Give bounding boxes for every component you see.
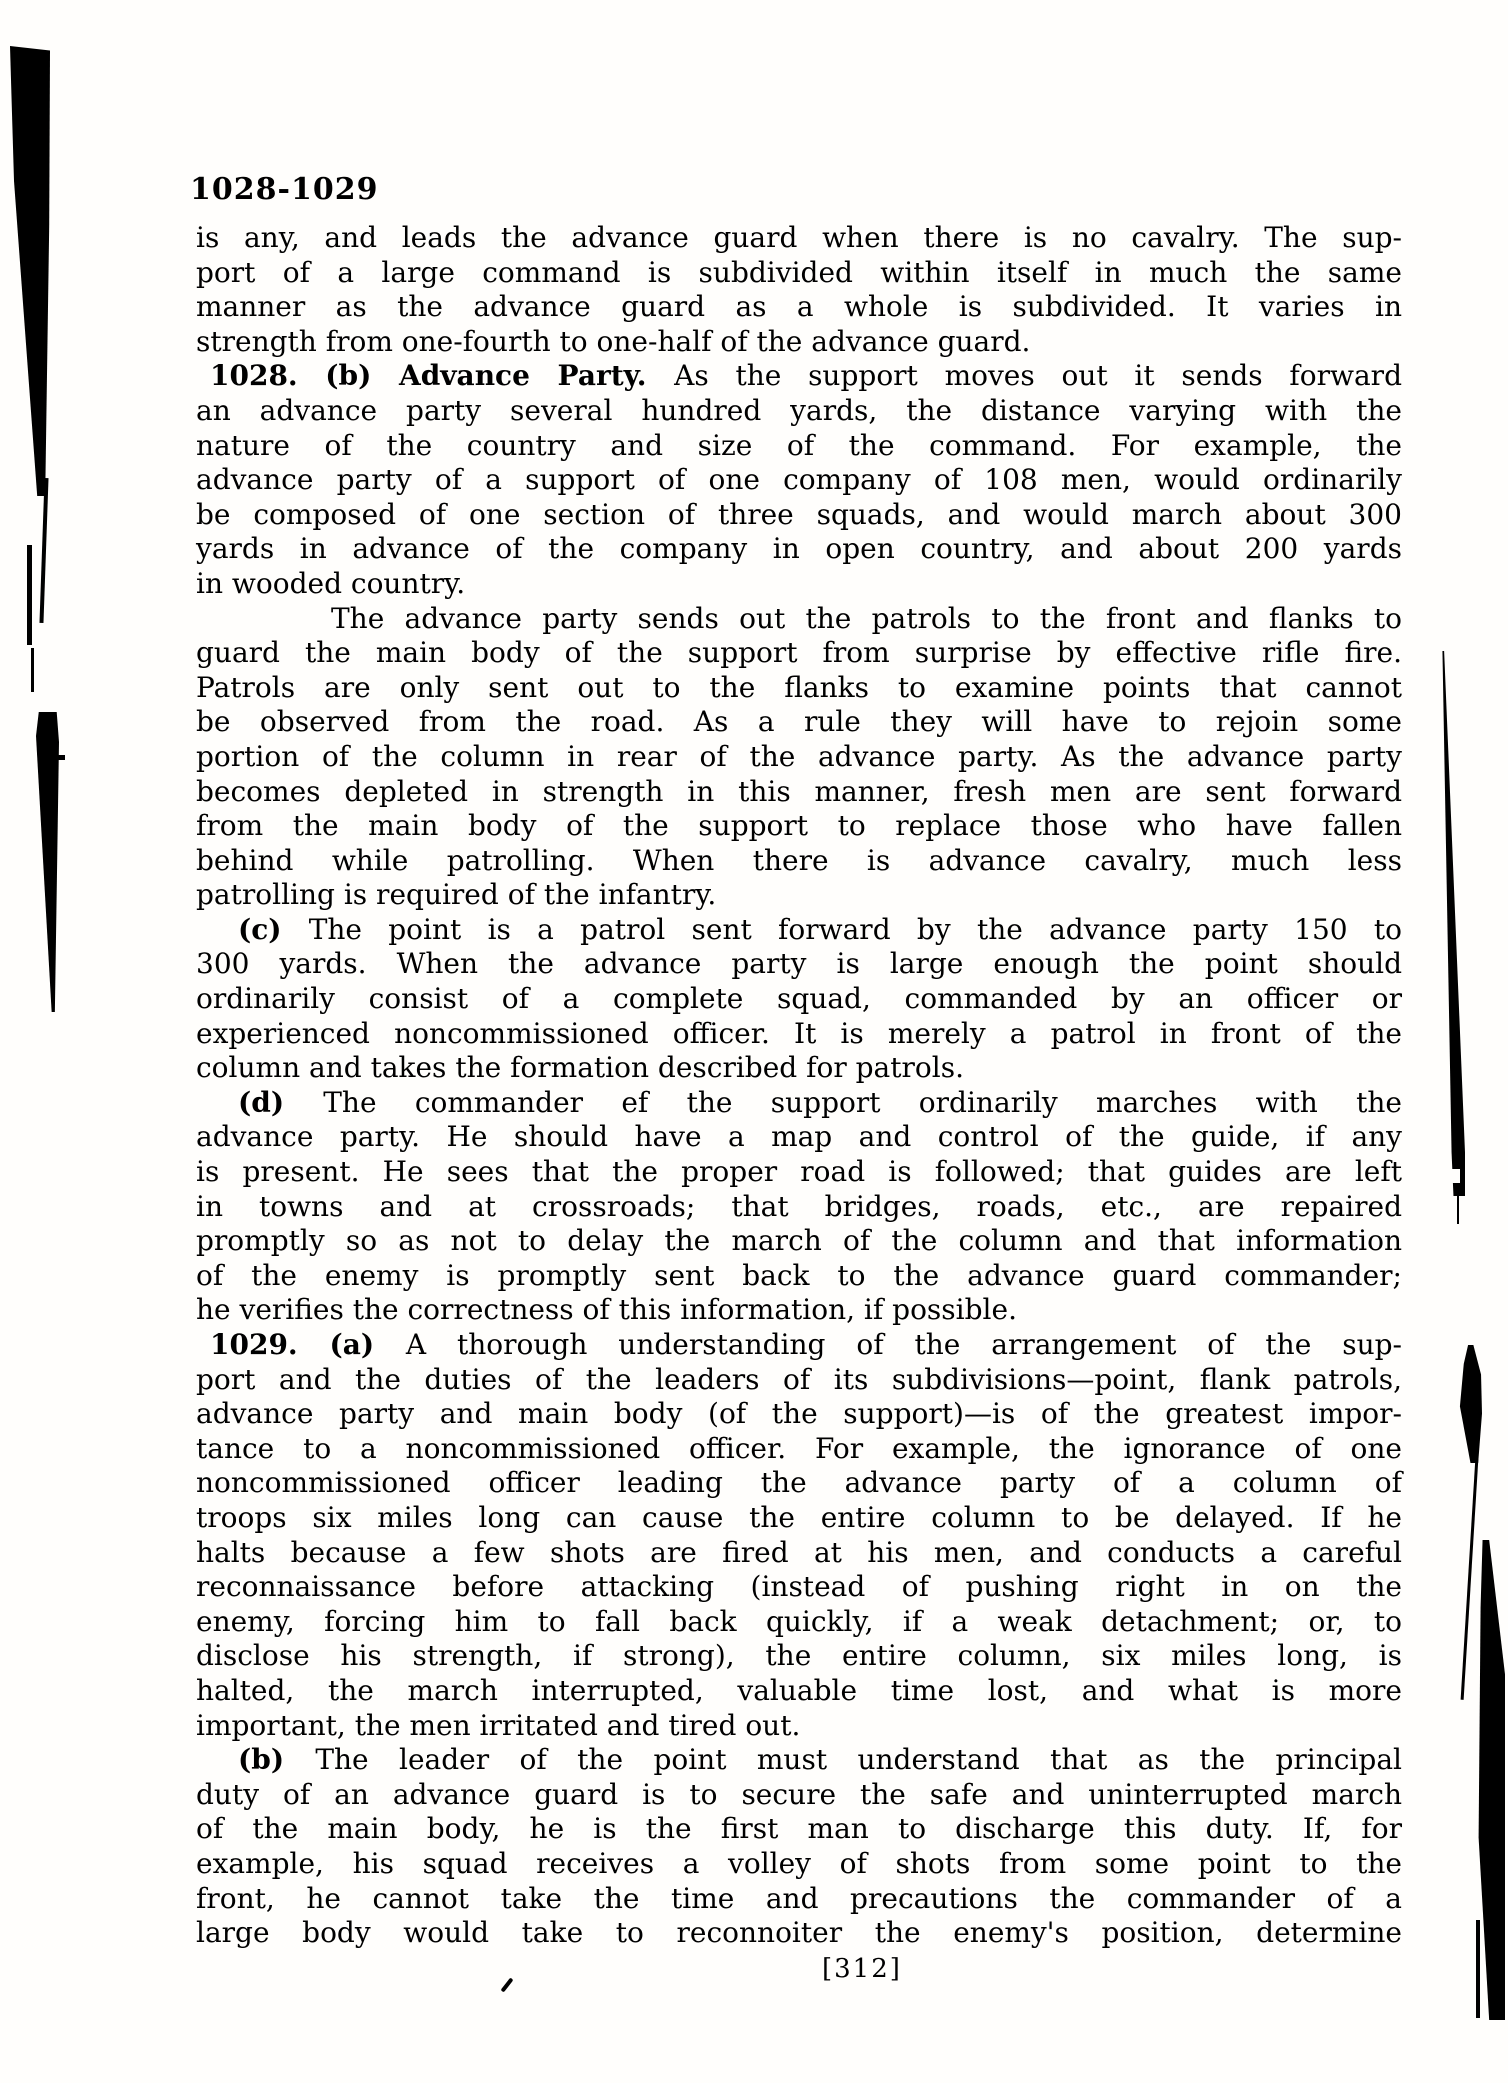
- ink-smudge-top-left-tail: [39, 478, 48, 623]
- paragraph-marker: (d): [238, 1085, 324, 1119]
- text-line: [196, 705, 1402, 740]
- text-segment: The commander ef the support ordinarily marches with the: [323, 1085, 1402, 1119]
- text-segment: enemy, forcing him to fall back quickly, if a weak detachment; or, to: [196, 1604, 1402, 1638]
- text-line: [196, 1293, 1402, 1328]
- paragraph-marker: 1029.: [210, 1328, 330, 1361]
- text-segment: portion of the column in rear of the advance party. As the advance party: [196, 739, 1402, 773]
- page-header-number-range: 1028-1029: [190, 172, 379, 207]
- ink-line-bottom-right: [1476, 1920, 1480, 2018]
- text-segment: is any, and leads the advance guard when there is no cavalry. The sup-: [196, 221, 1402, 254]
- text-line: [196, 1086, 1402, 1121]
- text-segment: yards in advance of the company in open country, and about 200 yards: [196, 532, 1402, 566]
- text-segment: patrolling is required of the infantry.: [196, 878, 717, 912]
- text-line: [196, 1812, 1402, 1847]
- text-line: [196, 567, 1402, 602]
- text-segment: guard the main body of the support from surprise by effective rifle fire.: [196, 636, 1402, 670]
- text-segment: noncommissioned officer leading the advance party of a column of: [196, 1466, 1402, 1500]
- text-segment: advance party and main body (of the support)—is of the greatest impor-: [196, 1397, 1402, 1431]
- text-line: [196, 359, 1402, 394]
- text-segment: The point is a patrol sent forward by the advance party 150 to: [308, 912, 1402, 946]
- text-line: [196, 1570, 1402, 1605]
- text-line: [196, 1224, 1402, 1259]
- text-line: [196, 1328, 1402, 1363]
- text-line: [196, 1363, 1402, 1398]
- text-line: [196, 532, 1402, 567]
- text-segment: behind while patrolling. When there is advance cavalry, much less: [196, 843, 1402, 877]
- paragraph-marker: (c): [238, 912, 309, 946]
- text-line: [196, 394, 1402, 429]
- text-line: [196, 429, 1402, 464]
- text-line: [196, 1674, 1402, 1709]
- text-line: [196, 1190, 1402, 1225]
- text-segment: A thorough understanding of the arrangement of the sup-: [405, 1328, 1402, 1361]
- text-line: [196, 636, 1402, 671]
- text-segment: in wooded country.: [196, 566, 466, 600]
- ink-streak-right: [1441, 651, 1465, 1196]
- text-segment: front, he cannot take the time and precautions the commander of a: [196, 1881, 1402, 1915]
- ink-smudge-top-left: [10, 46, 50, 496]
- text-line: [196, 1397, 1402, 1432]
- text-line: [196, 947, 1402, 982]
- text-line: [196, 463, 1402, 498]
- text-line: [196, 740, 1402, 775]
- text-line: [196, 325, 1402, 360]
- text-line: [196, 1709, 1402, 1744]
- text-segment: from the main body of the support to replace those who have fallen: [196, 809, 1402, 843]
- text-line: [196, 913, 1402, 948]
- ink-smudge-top-left-tail: [27, 545, 32, 645]
- ink-smudge-right-upper: [1458, 1345, 1482, 1463]
- text-segment: halts because a few shots are fired at his men, and conducts a careful: [196, 1535, 1402, 1569]
- text-segment: example, his squad receives a volley of shots from some point to the: [196, 1846, 1402, 1880]
- text-segment: be observed from the road. As a rule they will have to rejoin some: [196, 705, 1402, 739]
- text-line: [196, 1882, 1402, 1917]
- text-line: [196, 256, 1402, 291]
- text-segment: an advance party several hundred yards, the distance varying with the: [196, 393, 1402, 427]
- text-segment: As the support moves out it sends forward: [674, 359, 1402, 393]
- paragraph-marker: (b): [325, 359, 399, 393]
- text-segment: halted, the march interrupted, valuable time lost, and what is more: [196, 1673, 1402, 1707]
- text-segment: experienced noncommissioned officer. It is merely a patrol in front of the: [196, 1016, 1402, 1050]
- paragraph-marker: (a): [329, 1328, 406, 1361]
- text-segment: The leader of the point must understand that as the principal: [315, 1743, 1402, 1777]
- text-segment: column and takes the formation described for patrols.: [196, 1051, 964, 1085]
- text-line: [196, 1466, 1402, 1501]
- text-line: [196, 982, 1402, 1017]
- text-segment: in towns and at crossroads; that bridges, roads, etc., are repaired: [196, 1189, 1402, 1223]
- text-segment: port and the duties of the leaders of its subdivisions—point, flank patrols,: [196, 1362, 1402, 1396]
- ink-smudge-left-middle: [36, 712, 59, 1012]
- ink-line-right: [1461, 1458, 1479, 1700]
- ink-streak-right-gap: [1452, 1169, 1460, 1183]
- text-segment: Patrols are only sent out to the flanks to examine points that cannot: [196, 670, 1402, 704]
- ink-speck-left: [58, 755, 65, 760]
- text-line: [196, 1017, 1402, 1052]
- text-line: [196, 498, 1402, 533]
- text-line: [196, 844, 1402, 879]
- text-line: [196, 878, 1402, 913]
- text-segment: disclose his strength, if strong), the entire column, six miles long, is: [196, 1639, 1402, 1673]
- text-line: [196, 1051, 1402, 1086]
- text-line: [196, 1639, 1402, 1674]
- footer-page-number: [312]: [822, 1954, 902, 1984]
- text-segment: becomes depleted in strength in this manner, fresh men are sent forward: [196, 774, 1402, 808]
- text-segment: 300 yards. When the advance party is large enough the point should: [196, 947, 1402, 981]
- text-line: [196, 290, 1402, 325]
- text-line: [196, 1259, 1402, 1294]
- text-block: [196, 221, 1402, 1951]
- text-line: [196, 1916, 1402, 1951]
- ink-smudge-left-dash: [31, 648, 34, 692]
- text-line: [196, 1605, 1402, 1640]
- text-segment: is present. He sees that the proper road is followed; that guides are left: [196, 1155, 1402, 1189]
- text-segment: large body would take to reconnoiter the enemy's position, determine: [196, 1916, 1402, 1950]
- text-segment: strength from one-fourth to one-half of the advance guard.: [196, 324, 1031, 358]
- text-segment: The advance party sends out the patrols to the front and flanks to: [331, 601, 1402, 635]
- text-segment: important, the men irritated and tired out.: [196, 1708, 801, 1742]
- text-line: [196, 221, 1402, 256]
- text-segment: manner as the advance guard as a whole is subdivided. It varies in: [196, 290, 1402, 324]
- text-segment: reconnaissance before attacking (instead of pushing right in on the: [196, 1570, 1402, 1604]
- text-line: [196, 671, 1402, 706]
- text-line: [196, 1432, 1402, 1467]
- text-segment: nature of the country and size of the command. For example, the: [196, 428, 1402, 462]
- text-line: [196, 809, 1402, 844]
- ink-streak-right-tail: [1457, 1196, 1459, 1224]
- paragraph-marker: 1028.: [210, 359, 326, 393]
- text-segment: of the enemy is promptly sent back to the advance guard commander;: [196, 1258, 1402, 1292]
- text-line: [196, 1743, 1402, 1778]
- text-segment: he verifies the correctness of this information, if possible.: [196, 1293, 1017, 1327]
- text-line: [196, 1847, 1402, 1882]
- text-segment: of the main body, he is the first man to discharge this duty. If, for: [196, 1812, 1402, 1846]
- text-line: [196, 602, 1402, 637]
- text-segment: promptly so as not to delay the march of the column and that information: [196, 1224, 1402, 1258]
- text-segment: duty of an advance guard is to secure the safe and uninterrupted march: [196, 1777, 1402, 1811]
- text-segment: port of a large command is subdivided within itself in much the same: [196, 255, 1402, 289]
- text-line: [196, 1155, 1402, 1190]
- text-line: [196, 1778, 1402, 1813]
- text-line: [196, 775, 1402, 810]
- text-segment: ordinarily consist of a complete squad, commanded by an officer or: [196, 982, 1402, 1016]
- text-segment: troops six miles long can cause the entire column to be delayed. If he: [196, 1500, 1402, 1534]
- text-segment: be composed of one section of three squads, and would march about 300: [196, 497, 1402, 531]
- text-segment: advance party of a support of one company of 108 men, would ordinarily: [196, 463, 1402, 497]
- paragraph-marker: (b): [238, 1743, 316, 1777]
- text-line: [196, 1501, 1402, 1536]
- text-line: [196, 1536, 1402, 1571]
- text-segment: tance to a noncommissioned officer. For example, the ignorance of one: [196, 1431, 1402, 1465]
- pen-tick-mark: [500, 1977, 513, 1992]
- paragraph-marker: Advance Party.: [398, 359, 675, 393]
- text-segment: advance party. He should have a map and control of the guide, if any: [196, 1120, 1402, 1154]
- text-line: [196, 1120, 1402, 1155]
